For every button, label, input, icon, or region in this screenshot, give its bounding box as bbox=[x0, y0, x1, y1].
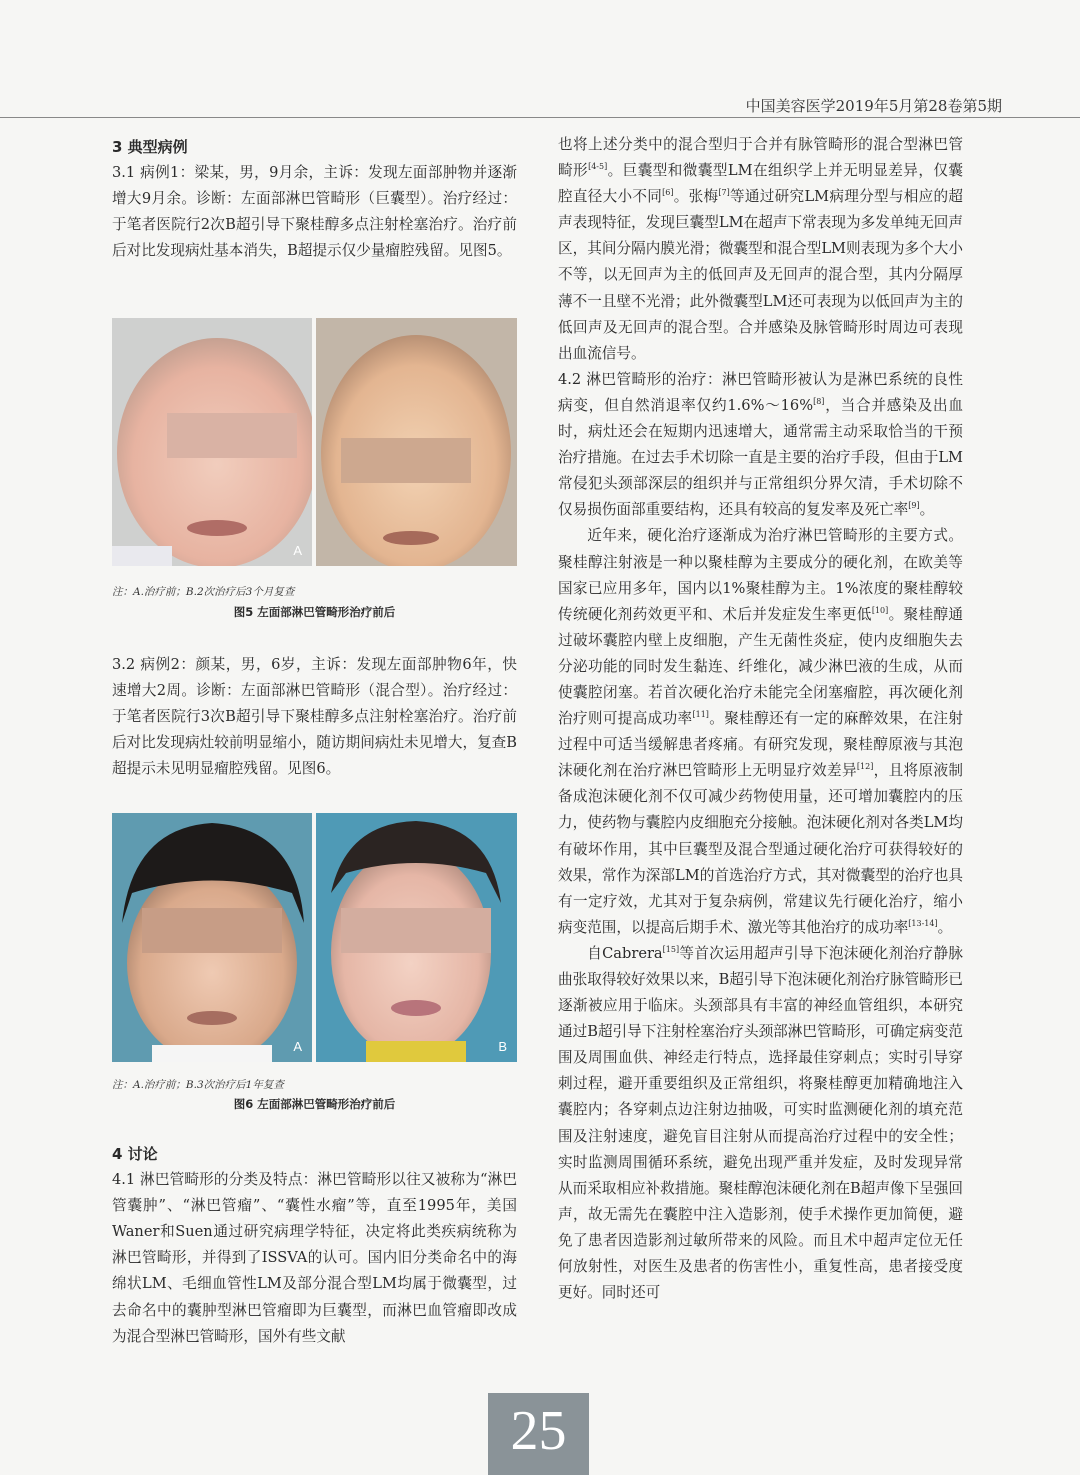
figure-6-caption: 图6 左面部淋巴管畸形治疗前后 bbox=[233, 1097, 396, 1111]
citation: [6] bbox=[662, 188, 674, 198]
citation: [13-14] bbox=[908, 918, 938, 928]
section-4-1-paragraph: 4.1 淋巴管畸形的分类及特点：淋巴管畸形以往又被称为“淋巴管囊肿”、“淋巴管瘤”、“囊性水瘤”等，直至1995年，美国Waner和Suen通过研究病理学特征，决定将此类疾病统称为淋巴管畸形，并得到了ISSVA的认可。国内旧分类命名中的海绵状LM、毛细血管性LM及部分混合型LM均属于微囊型，过去命名中的囊肿型淋巴管瘤即为巨囊型，而淋巴血管瘤即改成为混合型淋巴管畸形，国外有些文献 bbox=[112, 1171, 517, 1345]
header-rule bbox=[0, 117, 1080, 118]
section-4-heading: 4 讨论 bbox=[112, 1145, 158, 1163]
left-column-bottom bbox=[112, 1141, 517, 1350]
classification-paragraph: 也将上述分类中的混合型归于合并有脉管畸形的混合型淋巴管畸形[4-5]。巨囊型和微囊型LM在组织学上并无明显差异，仅囊腔直径大小不同[6]。张梅[7]等通过研究LM病理分型与相应的超声表现特征，发现巨囊型LM在超声下常表现为多发单纯无回声区，其间分隔内膜光滑；微囊型和混合型LM则表现为多个大小不等，以无回声为主的低回声及无回声的混合型，其内分隔厚薄不一且壁不光滑；此外微囊型LM还可表现为以低回声为主的低回声及无回声的混合型。合并感染及脉管畸形时周边可表现出血流信号。 bbox=[558, 136, 963, 362]
page-number: 25 bbox=[510, 1400, 567, 1462]
page-header bbox=[0, 0, 1080, 117]
figure-5 bbox=[112, 318, 517, 566]
infant-face-before-image bbox=[112, 318, 312, 566]
figure-5-photo-b bbox=[316, 318, 517, 566]
citation: [9] bbox=[908, 501, 920, 511]
citation: [15] bbox=[662, 945, 680, 955]
case-1-paragraph: 3.1 病例1：梁某，男，9月余，主诉：发现左面部肿物并逐渐增大9月余。诊断：左面部淋巴管畸形（巨囊型）。治疗经过：于笔者医院行2次B超引导下聚桂醇多点注射栓塞治疗。治疗前后对比发现病灶基本消失，B超提示仅少量瘤腔残留。见图5。 bbox=[112, 164, 517, 260]
page-number-box bbox=[488, 1393, 589, 1475]
ultrasound-guidance-paragraph: 自Cabrera[15]等首次运用超声引导下泡沫硬化剂治疗静脉曲张取得较好效果以来，B超引导下泡沫硬化剂治疗脉管畸形已逐渐被应用于临床。头颈部具有丰富的神经血管组织，本研究通过B超引导下注射栓塞治疗头颈部淋巴管畸形，可确定病变范围及周围血供、神经走行特点，选择最佳穿刺点；实时引导穿刺过程，避开重要组织及正常组织，将聚桂醇更加精确地注入囊腔内；各穿刺点边注射边抽吸，可实时监测硬化剂的填充范围及注射速度，避免盲目注射从而提高治疗过程中的安全性；实时监测周围循环系统，避免出现严重并发症，及时发现异常从而采取相应补救措施。聚桂醇泡沫硬化剂在B超声像下呈强回声，故无需先在囊腔中注入造影剂，使手术操作更加简便，避免了患者因造影剂过敏所带来的风险。而且术中超声定位无任何放射性，对医生及患者的伤害性小，重复性高，患者接受度更好。同时还可 bbox=[558, 944, 963, 1302]
figure-6-photo-b bbox=[316, 813, 517, 1062]
section-3-heading: 3 典型病例 bbox=[112, 138, 188, 156]
figure-5-note: 注：A.治疗前；B.2次治疗后3个月复查 bbox=[112, 586, 295, 598]
photo-label-a: A bbox=[293, 1039, 302, 1054]
child-face-after-image bbox=[316, 813, 517, 1062]
right-column bbox=[558, 132, 963, 1306]
citation: [11] bbox=[692, 710, 709, 720]
figure-5-photo-a bbox=[112, 318, 312, 566]
infant-face-after-image bbox=[316, 318, 517, 566]
figure-6 bbox=[112, 813, 517, 1062]
left-column-middle bbox=[112, 652, 517, 782]
figure-5-caption: 图5 左面部淋巴管畸形治疗前后 bbox=[233, 605, 396, 619]
child-face-before-image bbox=[112, 813, 312, 1062]
figure-6-photo-a bbox=[112, 813, 312, 1062]
photo-label-b: B bbox=[498, 1039, 507, 1054]
figure-6-note: 注：A.治疗前；B.3次治疗后1年复查 bbox=[112, 1079, 284, 1091]
citation: [8] bbox=[813, 397, 825, 407]
citation: [4-5] bbox=[588, 162, 608, 172]
case-2-paragraph: 3.2 病例2：颜某，男，6岁，主诉：发现左面部肿物6年，快速增大2周。诊断：左面部淋巴管畸形（混合型）。治疗经过：于笔者医院行3次B超引导下聚桂醇多点注射栓塞治疗。治疗前后对比发现病灶较前明显缩小，随访期间病灶未见增大，复查B超提示未见明显瘤腔残留。见图6。 bbox=[112, 656, 517, 778]
journal-info: 中国美容医学2019年5月第28卷第5期 bbox=[745, 97, 1002, 115]
section-4-2-paragraph: 4.2 淋巴管畸形的治疗：淋巴管畸形被认为是淋巴系统的良性病变，但自然消退率仅约1.6%～16%[8]，当合并感染及出血时，病灶还会在短期内迅速增大，通常需主动采取恰当的干预治疗措施。在过去手术切除一直是主要的治疗手段，但由于LM常侵犯头颈部深层的组织并与正常组织分界欠清，手术切除不仅易损伤面部重要结构，还具有较高的复发率及死亡率[9]。 bbox=[558, 370, 963, 519]
citation: [7] bbox=[718, 188, 730, 198]
citation: [12] bbox=[856, 762, 874, 772]
citation: [10] bbox=[871, 605, 889, 615]
sclerotherapy-paragraph: 近年来，硬化治疗逐渐成为治疗淋巴管畸形的主要方式。聚桂醇注射液是一种以聚桂醇为主要成分的硬化剂，在欧美等国家已应用多年，国内以1%聚桂醇为主。1%浓度的聚桂醇较传统硬化剂药效更平和、术后并发症发生率更低[10]。聚桂醇通过破坏囊腔内壁上皮细胞，产生无菌性炎症，使内皮细胞失去分泌功能的同时发生黏连、纤维化，减少淋巴液的生成，从而使囊腔闭塞。若首次硬化治疗未能完全闭塞瘤腔，再次硬化剂治疗则可提高成功率[11]。聚桂醇还有一定的麻醉效果，在注射过程中可适当缓解患者疼痛。有研究发现，聚桂醇原液与其泡沫硬化剂在治疗淋巴管畸形上无明显疗效差异[12]，且将原液制备成泡沫硬化剂不仅可减少药物使用量，还可增加囊腔内的压力，使药物与囊腔内皮细胞充分接触。泡沫硬化剂对各类LM均有破坏作用，其中巨囊型及混合型通过硬化治疗可获得较好的效果，常作为深部LM的首选治疗方式，其对微囊型的治疗也具有一定疗效，尤其对于复杂病例，常建议先行硬化治疗，缩小病变范围，以提高后期手术、激光等其他治疗的成功率[13-14]。 bbox=[558, 527, 963, 936]
left-column-top bbox=[112, 134, 517, 264]
photo-label-a: A bbox=[293, 543, 302, 558]
